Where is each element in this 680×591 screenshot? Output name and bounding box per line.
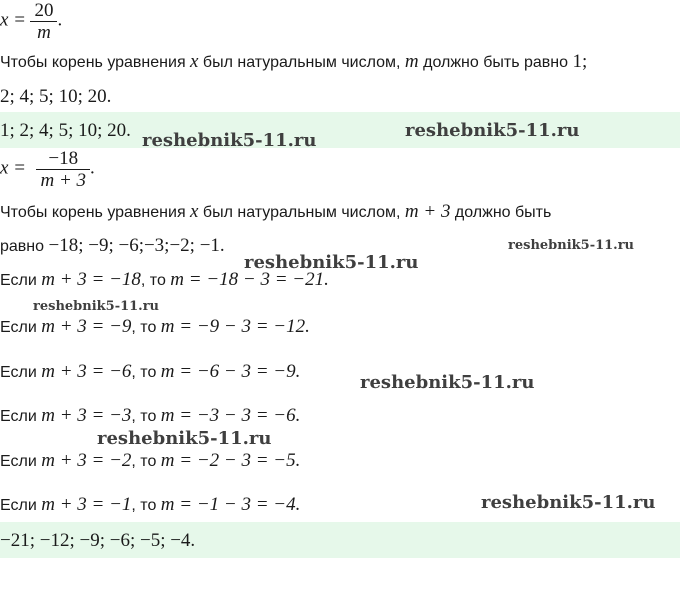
case-condition: m + 3 = −3	[41, 405, 132, 426]
equation-1-fraction	[30, 0, 57, 43]
case-then: , то	[131, 364, 161, 381]
case-result: m = −6 − 3 = −9.	[160, 361, 301, 382]
paragraph-2-var-x: x	[190, 201, 199, 222]
paragraph-1-var-m: m	[404, 51, 419, 72]
case-condition: m + 3 = −1	[41, 494, 132, 515]
paragraph-2-values: −18; −9; −6;−3;−2; −1.	[48, 235, 225, 256]
case-then: , то	[131, 453, 161, 470]
watermark: reshebnik5-11.ru	[360, 372, 535, 393]
case-then: , то	[131, 408, 161, 425]
equation-2-fraction	[36, 148, 90, 191]
watermark: reshebnik5-11.ru	[244, 252, 419, 273]
equation-2-period: .	[90, 157, 95, 179]
answer-2: −21; −12; −9; −6; −5; −4.	[0, 530, 196, 551]
case-result: m = −3 − 3 = −6.	[160, 405, 301, 426]
case-condition: m + 3 = −9	[41, 316, 132, 337]
case-line-2	[0, 316, 310, 338]
paragraph-1-text-b: был натуральным числом,	[198, 54, 405, 71]
watermark: reshebnik5-11.ru	[405, 120, 580, 141]
equation-1-denominator: m	[30, 21, 57, 43]
watermark: reshebnik5-11.ru	[508, 238, 635, 253]
case-result: m = −1 − 3 = −4.	[160, 494, 301, 515]
paragraph-1-continuation: 2; 4; 5; 10; 20.	[0, 86, 112, 107]
case-line-4	[0, 405, 300, 427]
case-then: , то	[140, 272, 171, 289]
paragraph-1-text-c: должно быть равно	[418, 54, 573, 71]
case-if: Если	[0, 319, 42, 336]
case-line-6	[0, 494, 300, 516]
case-condition: m + 3 = −18	[41, 269, 141, 290]
paragraph-2-continuation	[0, 235, 225, 257]
case-if: Если	[0, 497, 42, 514]
paragraph-1-first-value: 1;	[572, 51, 588, 72]
equation-1-lhs: x =	[0, 9, 27, 31]
paragraph-2-text-b: был натуральным числом,	[198, 204, 405, 221]
case-if: Если	[0, 272, 42, 289]
paragraph-1	[0, 51, 587, 73]
case-condition: m + 3 = −2	[41, 450, 132, 471]
case-if: Если	[0, 364, 42, 381]
case-if: Если	[0, 453, 42, 470]
paragraph-2-text-a: Чтобы корень уравнения	[0, 204, 191, 221]
equation-2	[0, 148, 95, 191]
watermark: reshebnik5-11.ru	[97, 428, 272, 449]
equation-1-numerator: 20	[34, 0, 54, 21]
case-result: m = −18 − 3 = −21.	[170, 269, 329, 290]
paragraph-1-var-x: x	[190, 51, 199, 72]
paragraph-2-cont-text: равно	[0, 238, 49, 255]
equation-1-period: .	[57, 9, 63, 31]
equation-1	[0, 0, 62, 43]
case-result: m = −9 − 3 = −12.	[160, 316, 310, 337]
case-line-3	[0, 361, 300, 383]
paragraph-1-text-a: Чтобы корень уравнения	[0, 54, 191, 71]
paragraph-2	[0, 201, 551, 223]
answer-1: 1; 2; 4; 5; 10; 20.	[0, 120, 131, 141]
paragraph-2-text-c: должно быть	[450, 204, 552, 221]
watermark: reshebnik5-11.ru	[481, 492, 656, 513]
case-result: m = −2 − 3 = −5.	[160, 450, 301, 471]
equation-2-denominator: m + 3	[36, 169, 90, 191]
watermark: reshebnik5-11.ru	[142, 130, 317, 151]
case-then: , то	[131, 497, 161, 514]
case-line-5	[0, 450, 300, 472]
case-if: Если	[0, 408, 42, 425]
case-then: , то	[131, 319, 161, 336]
equation-2-lhs: x =	[0, 157, 27, 179]
case-condition: m + 3 = −6	[41, 361, 132, 382]
watermark: reshebnik5-11.ru	[33, 299, 160, 314]
paragraph-2-expr: m + 3	[404, 201, 451, 222]
equation-2-numerator: −18	[48, 148, 79, 169]
